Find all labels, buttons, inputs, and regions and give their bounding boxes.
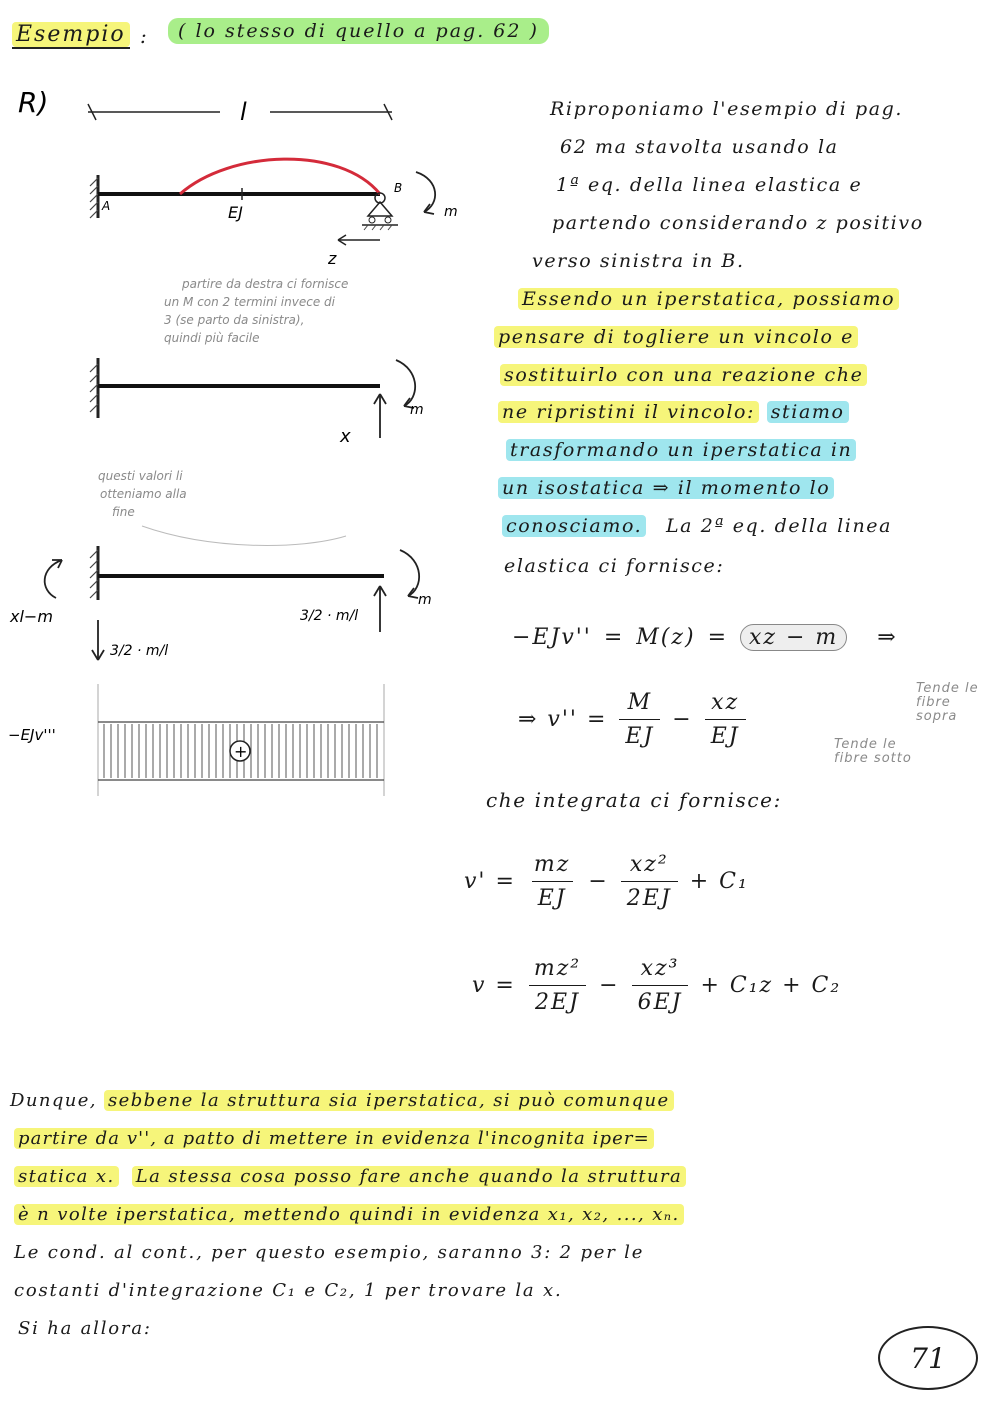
reaction-x-label: x xyxy=(340,426,351,447)
svg-text:quindi più facile: quindi più facile xyxy=(164,331,260,345)
label-R: R) xyxy=(18,86,49,119)
label-EJ: EJ xyxy=(228,203,243,222)
right-line-5: verso sinistra in B. xyxy=(532,250,745,272)
equation-3: v' = $\frac{mz}{EJ}$ − $\frac{\text{xz²}}{2EJ}$ + C₁ xyxy=(464,852,749,911)
bottom-line-6: costanti d'integrazione C₁ e C₂, 1 per trovare la x. xyxy=(14,1280,563,1301)
integrata-line: che integrata ci fornisce: xyxy=(486,788,782,812)
svg-text:otteniamo alla: otteniamo alla xyxy=(100,487,187,501)
beam-1 xyxy=(90,159,458,268)
shear-sign: + xyxy=(234,742,248,761)
svg-text:partire da destra ci fornisce: partire da destra ci fornisce xyxy=(182,277,349,291)
bottom-line-3: statica x. La stessa cosa posso fare anche quando la struttura xyxy=(14,1166,686,1187)
bottom-line-1: Dunque, sebbene la struttura sia iperstatica, si può comunque xyxy=(10,1090,674,1111)
annotation-top: Tende le fibre sopra xyxy=(916,681,979,724)
right-line-2: 62 ma stavolta usando la xyxy=(560,136,839,158)
right-line-4: partendo considerando z positivo xyxy=(552,212,924,234)
header-colon: : xyxy=(140,24,147,48)
right-hl-7: conosciamo. La 2ª eq. della linea xyxy=(502,515,892,537)
page-number: 71 xyxy=(878,1326,978,1390)
label-B: B xyxy=(394,181,403,195)
pencil-note-2 xyxy=(98,469,187,519)
bottom-line-2: partire da v'', a patto di mettere in evidenza l'incognita iper= xyxy=(14,1128,654,1149)
right-hl-2: pensare di togliere un vincolo e xyxy=(494,326,858,348)
z-axis-label: z xyxy=(328,249,337,268)
header-title: Esempio xyxy=(12,22,130,49)
equation-4: v = $\frac{\text{mz²}}{2EJ}$ − $\frac{\text{xz³}}{6EJ}$ + C₁z + C₂ xyxy=(472,956,842,1015)
elastic-curve xyxy=(180,159,380,194)
equation-2: ⇒ v'' = $\frac{M}{EJ}$ − $\frac{xz}{EJ}$ xyxy=(512,690,752,749)
right-hl-6: un isostatica ⇒ il momento lo xyxy=(498,477,834,499)
reaction-B-label: 3/2 · m/l xyxy=(300,608,359,624)
svg-text:questi valori li: questi valori li xyxy=(98,469,183,483)
span-label: l xyxy=(240,98,247,126)
shear-diagram xyxy=(8,684,384,796)
bottom-line-4: è n volte iperstatica, mettendo quindi in evidenza x₁, x₂, ..., xₙ. xyxy=(14,1204,684,1225)
structure-figures xyxy=(0,80,480,870)
reaction-A-label: 3/2 · m/l xyxy=(110,643,169,659)
annotation-bottom: Tende le fibre sotto xyxy=(834,737,912,766)
shear-axis-label: −EJv''' xyxy=(8,726,56,744)
right-hl-3: sostituirlo con una reazione che xyxy=(500,364,867,386)
svg-text:3 (se parto da sinistra),: 3 (se parto da sinistra), xyxy=(164,313,305,327)
label-A: A xyxy=(102,199,111,213)
beam-2 xyxy=(90,358,424,447)
right-line-8: elastica ci fornisce: xyxy=(504,555,725,577)
bottom-line-7: Si ha allora: xyxy=(18,1318,152,1339)
moment-m-1: m xyxy=(444,204,458,220)
moment-m-2: m xyxy=(410,402,424,418)
moment-m-3: m xyxy=(418,592,432,608)
right-line-3: 1ª eq. della linea elastica e xyxy=(556,174,863,196)
bottom-line-5: Le cond. al cont., per questo esempio, saranno 3: 2 per le xyxy=(14,1242,645,1263)
right-hl-5: trasformando un iperstatica in xyxy=(506,439,856,461)
right-hl-4: ne ripristini il vincolo: stiamo xyxy=(498,401,849,423)
right-hl-1: Essendo un iperstatica, possiamo xyxy=(518,288,899,310)
header-note: ( lo stesso di quello a pag. 62 ) xyxy=(168,20,549,42)
reaction-moment-label: xl−m xyxy=(10,607,53,626)
pencil-note-1 xyxy=(164,277,348,345)
right-line-1: Riproponiamo l'esempio di pag. xyxy=(550,98,904,120)
beam-3 xyxy=(9,546,432,660)
equation-1: −EJv'' = M(z) = xz − m ⇒ xyxy=(512,625,898,650)
svg-text:un M con 2 termini invece di: un M con 2 termini invece di xyxy=(164,295,335,309)
svg-text:fine: fine xyxy=(112,505,135,519)
